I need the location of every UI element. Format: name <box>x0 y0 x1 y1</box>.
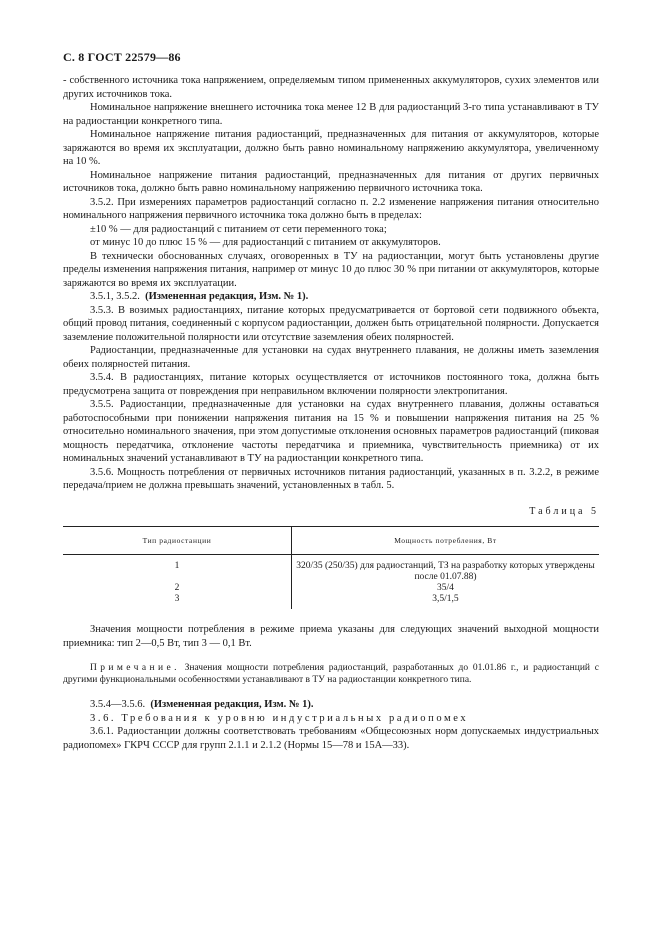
paragraph: Номинальное напряжение питания радиостанций, предназначенных для питания от других первичных источников тока, должно быть равно номинальному напряжению первичного источника тока. <box>63 169 599 194</box>
list-item: ±10 % — для радиостанций с питанием от сети переменного тока; <box>90 223 387 235</box>
list-item: от минус 10 до плюс 15 % — для радиостанций с питанием от аккумуляторов. <box>90 237 441 248</box>
amendment-ref: 3.5.1, 3.5.2. <box>90 291 140 302</box>
section-heading: 3.6. Требования к уровню индустриальных радиопомех <box>90 712 469 724</box>
table-row <box>63 555 599 584</box>
paragraph: 3.5.6. Мощность потребления от первичных источников питания радиостанций, указанных в п. 3.2.2, в режиме передача/прием не должна превышать значений, установленных в табл. 5. <box>63 466 599 491</box>
paragraph: 3.5.4. В радиостанциях, питание которых осуществляется от источников постоянного тока, должна быть предусмотрена защита от повреждения при неправильном включении полярности электропитания. <box>63 372 599 397</box>
paragraph: 3.6.1. Радиостанции должны соответствовать требованиям «Общесоюзных норм допускаемых индустриальных радиопомех» ГКРЧ СССР для групп 2.1.1 и 2.1.2 (Нормы 15—78 и 15А—33). <box>63 726 599 751</box>
table-cell: 2 <box>63 583 292 594</box>
table-row <box>63 594 599 609</box>
spacer <box>63 686 599 698</box>
amendment-text: (Измененная редакция, Изм. № 1). <box>150 699 314 710</box>
table-cell: 3 <box>63 594 292 609</box>
paragraph: Радиостанции, предназначенные для установки на судах внутреннего плавания, не должны иметь заземления обеих полярностей питания. <box>63 345 599 370</box>
note-label: Примечание. <box>90 663 180 673</box>
page-header: С. 8 ГОСТ 22579—86 <box>63 50 181 64</box>
paragraph: 3.5.3. В возимых радиостанциях, питание которых предусматривается от бортовой сети подвижного объекта, общий провод питания, соединенный с корпусом радиостанции, должен быть отрицательной полярности. Допускается заземление положительной полярности или отсутствие заземления обеих полярностей. <box>63 304 599 343</box>
spacer <box>63 609 599 623</box>
paragraph: В технически обоснованных случаях, оговоренных в ТУ на радиостанции, могут быть установлены другие пределы изменения напряжения питания, например от минус 10 до плюс 30 % при питании от аккумуляторов, которые заряжаются во время их эксплуатации. <box>63 250 599 289</box>
power-table <box>63 526 599 609</box>
amendment-text: (Измененная редакция, Изм. № 1). <box>145 291 309 302</box>
table-cell: 320/35 (250/35) для радиостанций, ТЗ на разработку которых утверждены после 01.07.88) <box>296 561 595 582</box>
paragraph: Номинальное напряжение внешнего источника тока менее 12 В для радиостанций 3-го типа устанавливают в ТУ на радиостанции конкретного типа. <box>63 102 599 127</box>
table-cell: 35/4 <box>437 583 454 593</box>
table-caption: Таблица 5 <box>529 505 599 517</box>
note-text: Значения мощности потребления радиостанций, разработанных до 01.01.86 г., и радиостанций с другими функциональными особенностями устанавливают в ТУ на радиостанции конкретного типа. <box>63 663 599 685</box>
amendment-ref: 3.5.4—3.5.6. <box>90 699 146 710</box>
amendment-note <box>63 698 599 712</box>
paragraph: Номинальное напряжение питания радиостанций, предназначенных для питания от аккумуляторов, которые заряжаются во время их эксплуатации, должно быть равно номинальному напряжению аккумулятора, увеличенному на 10 %. <box>63 129 599 167</box>
table-cell: 3,5/1,5 <box>432 594 459 604</box>
table-cell: 1 <box>63 555 292 584</box>
column-header-type: Тип радиостанции <box>63 527 292 555</box>
amendment-note <box>63 290 599 304</box>
column-header-power: Мощность потребления, Вт <box>292 527 600 555</box>
paragraph: 3.5.2. При измерениях параметров радиостанций согласно п. 2.2 изменение напряжения питания относительно номинального напряжения первичного источника тока должно быть в пределах: <box>63 196 599 221</box>
spacer <box>63 650 599 662</box>
table-note <box>63 662 599 686</box>
paragraph: 3.5.5. Радиостанции, предназначенные для установки на судах внутреннего плавания, должны оставаться работоспособными при понижении напряжения питания на 15 % и повышении напряжения питания на 25 % относительно номинального значения, при этом допустимые отклонения основных параметров радиостанций (пиковая мощность передатчика, отклонение частоты передатчика и приемника, чувствительность приемника) от их номинальных значений устанавливают в ТУ на радиостанции конкретного типа. <box>63 399 599 464</box>
paragraph: Значения мощности потребления в режиме приема указаны для следующих значений выходной мощности приемника: тип 2—0,5 Вт, тип 3 — 0,1 Вт. <box>63 624 599 649</box>
document-body <box>63 74 599 752</box>
table-row <box>63 583 599 594</box>
paragraph: - собственного источника тока напряжением, определяемым типом примененных аккумуляторов, сухих элементов или других источников тока. <box>63 75 599 100</box>
table-header-row <box>63 527 599 555</box>
